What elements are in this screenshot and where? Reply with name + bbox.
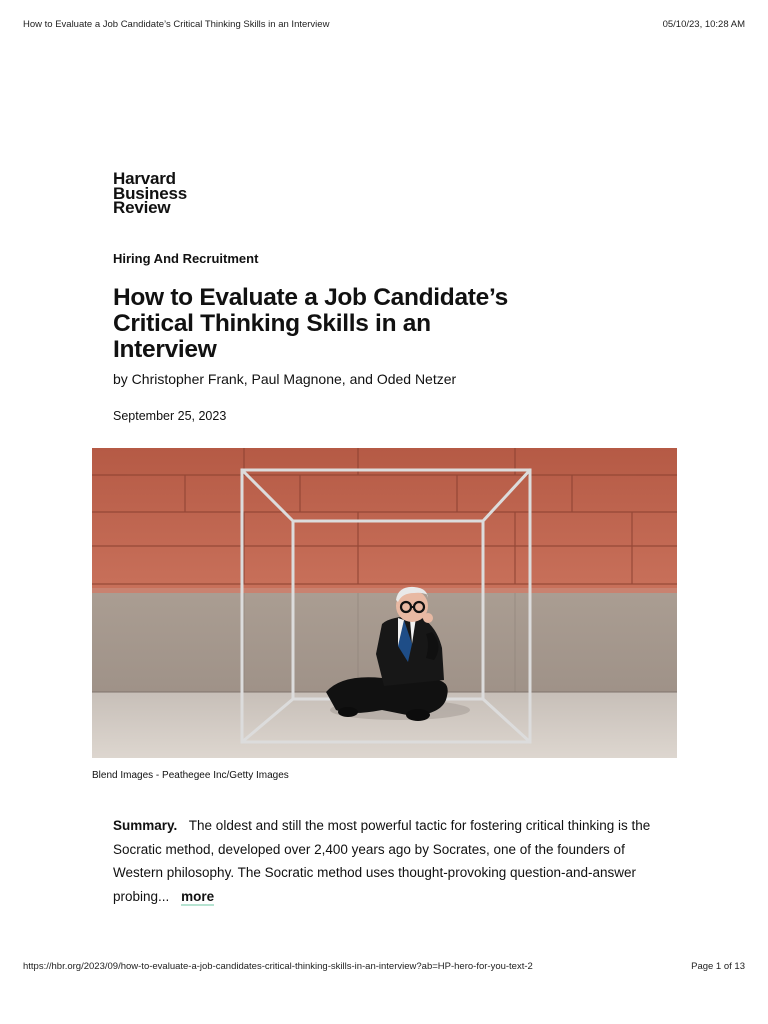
article-title: How to Evaluate a Job Candidate’s Critical Thinking Skills in an Interview [113,284,508,363]
summary [113,814,653,908]
topic-link[interactable]: Hiring And Recruitment [113,251,259,266]
logo-line-2: Business [113,183,187,203]
print-header-datetime: 05/10/23, 10:28 AM [662,19,745,30]
hero-image [92,448,677,758]
print-footer-url: https://hbr.org/2023/09/how-to-evaluate-a-job-candidates-critical-thinking-skills-in-an-interview?ab=HP-hero-for-you-text-2 [23,961,533,972]
byline: by Christopher Frank, Paul Magnone, and Oded Netzer [113,371,457,387]
logo-line-1: Harvard [113,169,176,188]
image-caption: Blend Images - Peathegee Inc/Getty Images [92,770,289,781]
hbr-logo[interactable] [113,169,187,217]
publication-date: September 25, 2023 [113,409,227,423]
logo-line-3: Review [113,198,171,217]
summary-label: Summary. [113,818,178,833]
print-footer-page: Page 1 of 13 [691,961,745,972]
more-link[interactable]: more [181,888,215,904]
summary-text: The oldest and still the most powerful tactic for fostering critical thinking is the Socratic method, developed over 2,400 years ago by Socrates, one of the founders of Western philosophy. The Socratic method uses thought-provoking question-and-answer probing... [113,818,651,904]
print-header-title: How to Evaluate a Job Candidate’s Critical Thinking Skills in an Interview [23,19,330,30]
